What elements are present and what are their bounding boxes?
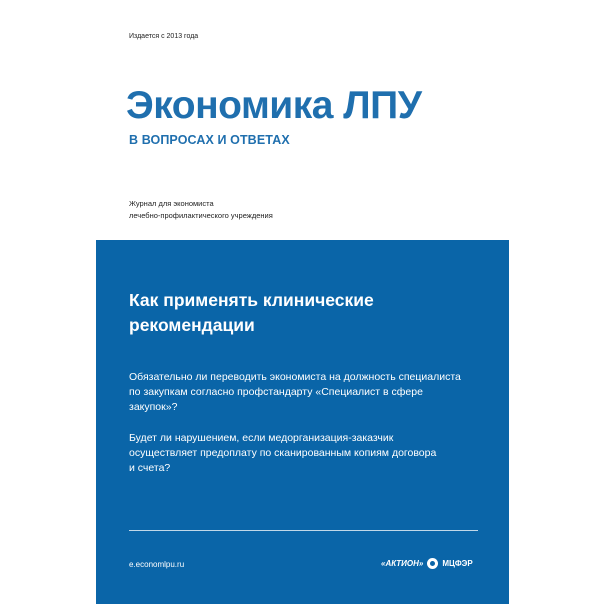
- magazine-title: Экономика ЛПУ: [126, 84, 422, 127]
- cover-blue-panel: [96, 240, 509, 604]
- question-line: Обязательно ли переводить экономиста на должность специалиста: [129, 371, 461, 383]
- publication-since: Издается с 2013 года: [129, 33, 199, 40]
- headline-line: рекомендации: [129, 315, 255, 335]
- journal-description-line: Журнал для экономиста: [129, 199, 214, 208]
- journal-description-line: лечебно-профилактического учреждения: [129, 211, 273, 220]
- cover-headline: [129, 288, 489, 338]
- cover-top-section: [96, 0, 509, 240]
- aktion-logo: «АКТИОН»: [381, 559, 424, 568]
- mcfer-logo: МЦФЭР: [442, 559, 473, 568]
- headline-line: Как применять клинические: [129, 290, 374, 310]
- question-line: Будет ли нарушением, если медорганизация-заказчик: [129, 432, 394, 444]
- magazine-cover: [96, 0, 509, 604]
- question-line: и счета?: [129, 462, 171, 474]
- journal-description: [129, 198, 273, 222]
- question-line: по закупкам согласно профстандарту «Специалист в сфере: [129, 386, 423, 398]
- website-url: e.economlpu.ru: [129, 560, 185, 569]
- publisher-logos: [381, 558, 473, 569]
- question-line: осуществляет предоплату по сканированным копиям договора: [129, 447, 437, 459]
- magazine-subtitle: В ВОПРОСАХ И ОТВЕТАХ: [129, 133, 290, 147]
- question-line: закупок»?: [129, 401, 178, 413]
- cover-question-1: [129, 370, 499, 415]
- aktion-circle-icon: [427, 558, 438, 569]
- cover-question-2: [129, 431, 499, 476]
- footer-divider: [129, 530, 478, 531]
